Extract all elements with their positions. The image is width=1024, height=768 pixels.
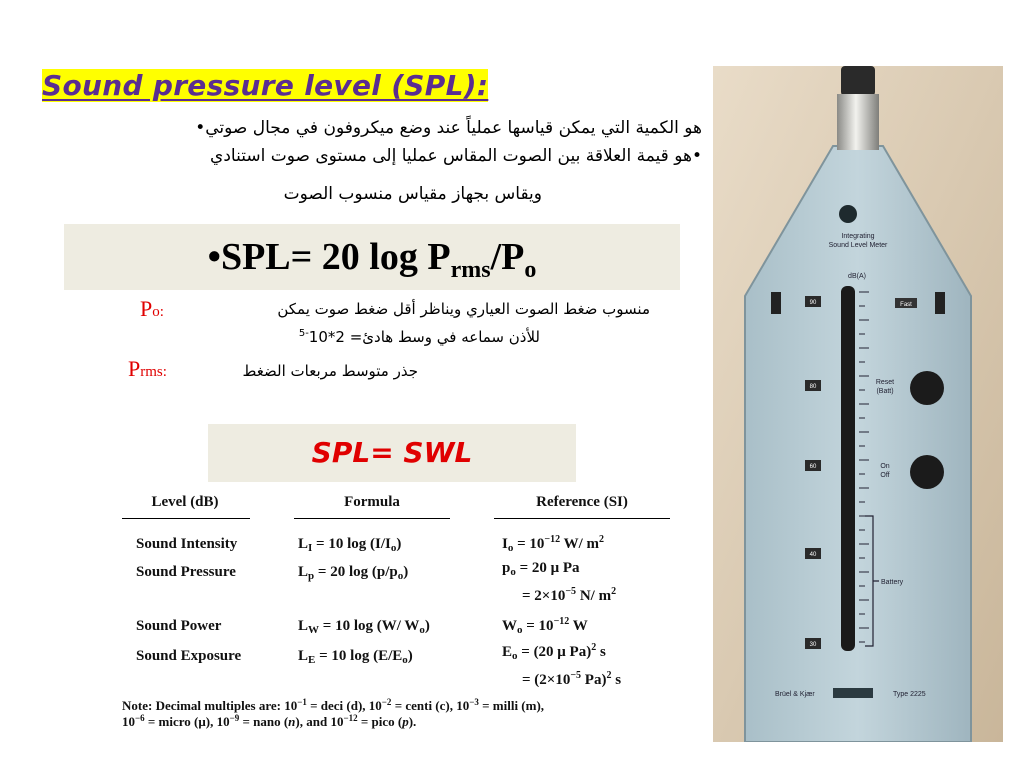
bullet-definition-3: ويقاس بجهاز مقياس منسوب الصوت — [283, 184, 542, 204]
table-header-reference: Reference (SI) — [536, 494, 628, 510]
table-cell-reference-cont: = ($2\times 10^{-5}$ Pa)$^2$ s — [522, 670, 622, 688]
microphone-cap — [841, 66, 875, 96]
indicator-right — [935, 292, 945, 314]
onoff-button — [910, 455, 944, 489]
table-cell-formula: $L_I = 10$ $\log (I/I_o)$ — [298, 536, 402, 554]
microphone-barrel — [837, 94, 879, 150]
table-header-formula: Formula — [344, 494, 400, 510]
table-cell-reference-cont: = $2\times 10^{-5}$ N/ $m^2$ — [522, 586, 617, 604]
table-cell-reference: $p_o = 20$ μ Pa — [502, 560, 580, 578]
po-symbol: Po: — [140, 296, 164, 321]
prms-symbol: Prms: — [128, 356, 167, 381]
po-definition-line2 — [190, 328, 540, 346]
table-cell-formula: $L_W = 10$ log (W/ $W_o$) — [298, 618, 430, 636]
brand-logo — [833, 688, 873, 698]
table-cell-level: Sound Pressure — [136, 564, 236, 580]
meter-knob — [839, 205, 857, 223]
slide-title: Sound pressure level (SPL): — [42, 69, 489, 102]
spl-formula: •SPL= 20 $\log P_{rms}/P_o$ — [207, 236, 537, 283]
brand-label: Brüel & Kjær — [775, 691, 815, 698]
scale-mark-label: 90 — [809, 300, 817, 306]
spl-swl-text: SPL= SWL — [311, 436, 473, 469]
scale-mark-label: 40 — [809, 552, 817, 558]
table-header-rule — [494, 518, 670, 519]
table-cell-level: Sound Intensity — [136, 536, 238, 552]
table-cell-reference: $W_o = 10^{-12}$ W — [502, 616, 588, 636]
po-definition-line1: منسوب ضغط الصوت العياري ويناظر أقل ضغط صوت يمكن — [277, 300, 650, 318]
table-cell-reference: $I_o = 10^{-12}$ W/ $m^2$ — [502, 534, 605, 554]
bullet-definition-2: •هو قيمة العلاقة بين الصوت المقاس عمليا إلى مستوى صوت استنادي — [210, 146, 702, 166]
table-cell-formula: $L_p = 20$ $\log (p/p_o)$ — [298, 564, 409, 582]
onoff-label: On — [880, 463, 890, 470]
table-cell-reference: $E_o = (20$ μ Pa)$^2$ s — [502, 642, 606, 662]
device-label-model: Sound Level Meter — [828, 242, 888, 249]
level-formula-table — [118, 494, 678, 694]
device-label-top: Integrating — [841, 233, 875, 240]
fast-label: Fast — [900, 302, 912, 308]
reset-label-2: (Batt) — [876, 388, 894, 395]
table-cell-level: Sound Exposure — [136, 648, 242, 664]
table-note: Note: Decimal multiples are: $10^{-1}$ = deci (d), $10^{-2}$ = centi (c), $10^{-3}$ = milli (m), $10^{-6}$ = micro (μ), $10^{-9}$ = nano (n), and $10^{-12}$ = pico (p). — [122, 697, 545, 729]
po-exponent: -5 — [298, 328, 309, 339]
reset-button — [910, 371, 944, 405]
onoff-label-2: Off — [880, 472, 890, 479]
table-header-rule — [294, 518, 450, 519]
scale-bar — [841, 286, 855, 651]
table-header-level: Level (dB) — [151, 494, 219, 510]
table-cell-formula: $L_E = 10$ $\log (E/E_o)$ — [298, 648, 413, 666]
scale-mark-label: 80 — [809, 384, 817, 390]
indicator-left — [771, 292, 781, 314]
bullet-definition-1: هو الكمية التي يمكن قياسها عملياً عند وضع ميكروفون في مجال صوتي• — [195, 118, 702, 138]
type-label: Type 2225 — [893, 691, 926, 698]
sound-level-meter-photo — [713, 66, 1003, 742]
prms-definition: جذر متوسط مربعات الضغط — [242, 362, 418, 380]
table-cell-level: Sound Power — [136, 618, 222, 634]
table-header-rule — [122, 518, 250, 519]
reset-label: Reset — [875, 379, 895, 386]
scale-unit: dB(A) — [848, 273, 866, 280]
po-value-text: للأذن سماعه في وسط هادئ= 2*10 — [308, 328, 540, 346]
scale-mark-label: 60 — [809, 464, 817, 470]
scale-mark-label: 30 — [809, 642, 817, 648]
battery-label: Battery — [881, 579, 904, 586]
